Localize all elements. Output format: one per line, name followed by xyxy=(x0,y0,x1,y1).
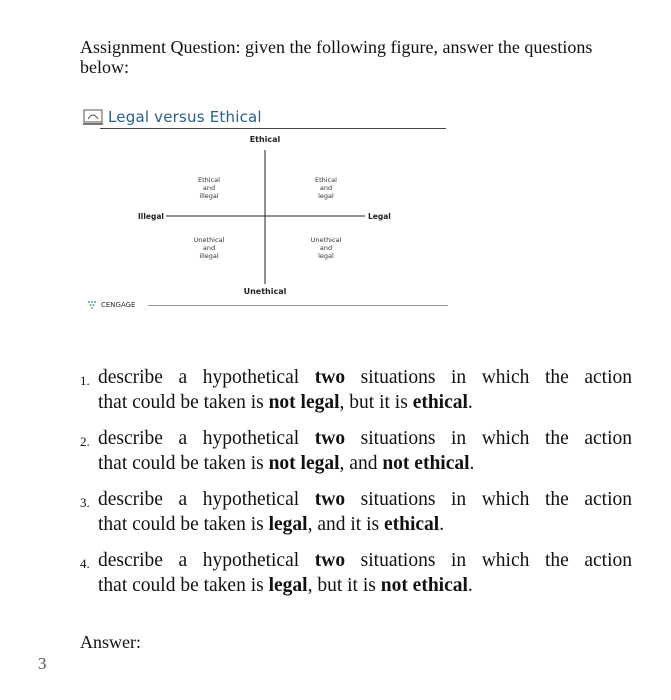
question-list xyxy=(80,365,632,609)
quadrant-top-left xyxy=(198,176,220,200)
axis-label-illegal: Illegal xyxy=(137,212,164,221)
question-number: 3. xyxy=(80,495,90,510)
question-number: 2. xyxy=(80,434,90,449)
quadrant-bottom-left xyxy=(194,236,225,260)
quadrant-text: Ethical xyxy=(315,176,337,184)
quadrant-text: illegal xyxy=(199,252,219,260)
figure-title: Legal versus Ethical xyxy=(108,108,262,126)
cengage-brand xyxy=(86,300,135,310)
question-number: 4. xyxy=(80,556,90,571)
quadrant-text: and xyxy=(319,244,333,252)
quadrant-text: illegal xyxy=(199,192,219,200)
axis-label-unethical: Unethical xyxy=(243,287,287,296)
legal-vs-ethical-figure xyxy=(80,100,452,322)
quadrant-text: Unethical xyxy=(193,236,225,244)
page-number: 3 xyxy=(38,654,47,673)
assignment-intro: Assignment Question: given the following figure, answer the questions below: xyxy=(80,37,593,77)
question-item: 2. describe a hypothetical two situations in which the action that could be taken is not legal, and not ethical. xyxy=(80,428,633,474)
quadrant-diagram xyxy=(80,100,452,322)
axis-label-legal: Legal xyxy=(368,212,391,221)
cengage-logo-icon xyxy=(86,300,98,310)
question-item: 4. describe a hypothetical two situations in which the action that could be taken is legal, but it is not ethical. xyxy=(80,550,633,596)
quadrant-text: legal xyxy=(318,192,334,200)
figure-footer-divider xyxy=(148,305,448,306)
quadrant-text: and xyxy=(202,184,216,192)
quadrant-text: and xyxy=(202,244,216,252)
question-number: 1. xyxy=(80,373,90,388)
question-item: 3. describe a hypothetical two situations in which the action that could be taken is legal, and it is ethical. xyxy=(80,489,633,535)
quadrant-bottom-right xyxy=(311,236,342,260)
quadrant-text: Ethical xyxy=(198,176,220,184)
cengage-label: CENGAGE xyxy=(101,301,136,309)
axis-label-ethical: Ethical xyxy=(249,135,281,144)
quadrant-text: legal xyxy=(318,252,334,260)
answer-label: Answer: xyxy=(80,632,141,652)
quadrant-text: Unethical xyxy=(310,236,342,244)
question-item: 1. describe a hypothetical two situations in which the action that could be taken is not legal, but it is ethical. xyxy=(80,367,633,413)
quadrant-text: and xyxy=(319,184,333,192)
quadrant-top-right xyxy=(315,176,337,200)
